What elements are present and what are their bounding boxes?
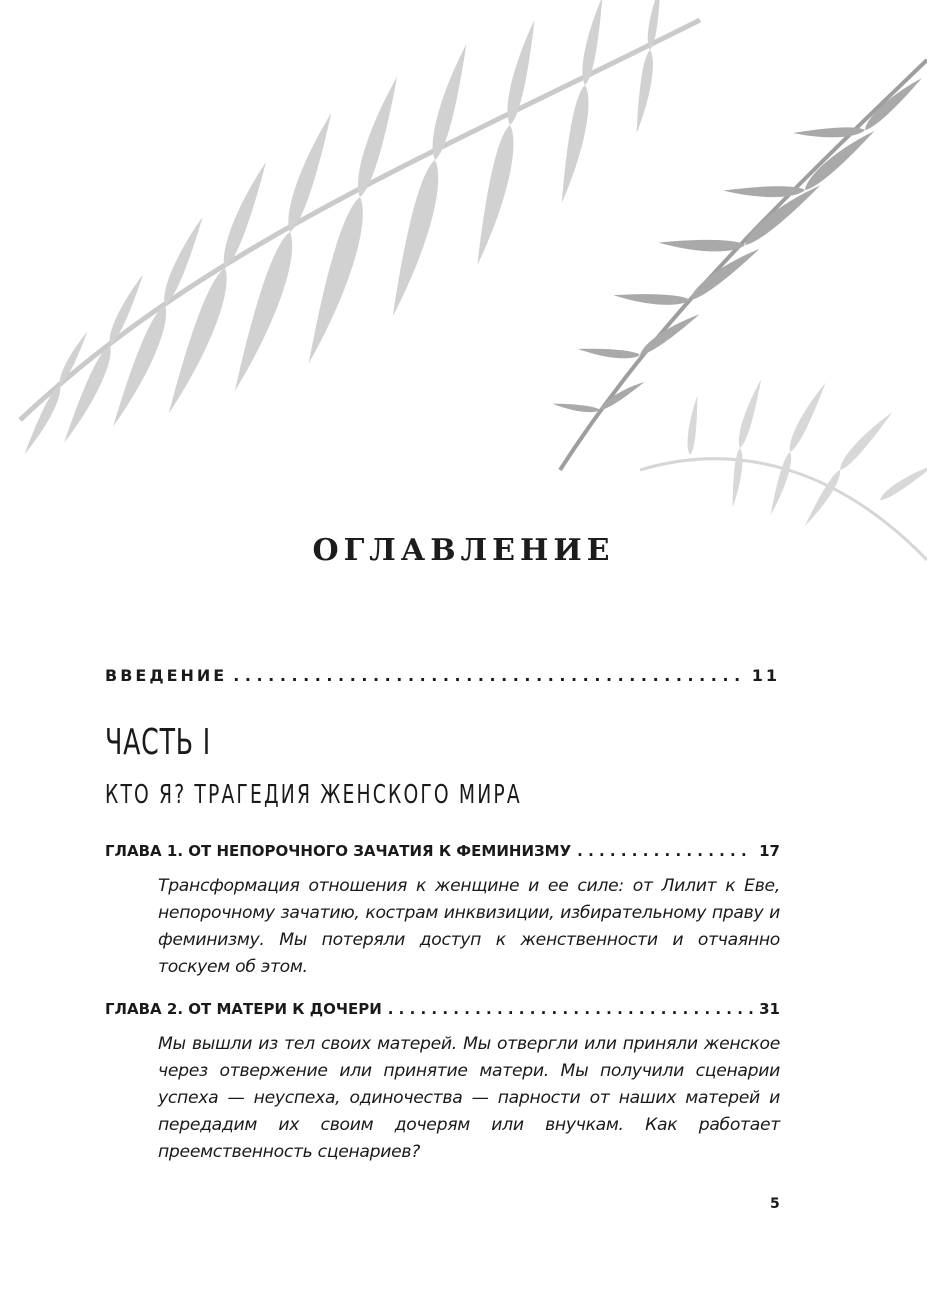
toc-entry-chapter-1[interactable] xyxy=(105,842,780,860)
chapter-1-description: Трансформация отношения к женщине и ее силе: от Лилит к Еве, непорочному зачатию, кострам инквизиции, избирательному праву и феминизму. Мы потеряли доступ к женственности и отчаянно тоскуем об этом. xyxy=(158,876,780,977)
chapter-2-description: Мы вышли из тел своих матерей. Мы отвергли или приняли женское через отвержение или принятие матери. Мы получили сценарии успеха — неуспеха, одиночества — парности от наших матерей и передадим их своим дочерям или внучкам. Как работает преемственность сценариев? xyxy=(158,1034,780,1162)
leader-dots xyxy=(577,842,753,860)
part-subtitle: КТО Я? ТРАГЕДИЯ ЖЕНСКОГО МИРА xyxy=(105,780,522,810)
fern-right-icon xyxy=(552,60,927,470)
toc-entry-label: ВВЕДЕНИЕ xyxy=(105,666,228,685)
toc-entry-chapter-2[interactable] xyxy=(105,1000,780,1018)
toc-entry-intro[interactable] xyxy=(105,666,780,685)
part-title: ЧАСТЬ I xyxy=(105,722,211,763)
leader-dots xyxy=(388,1000,753,1018)
page-number: 5 xyxy=(770,1196,780,1212)
toc-title: ОГЛАВЛЕНИЕ xyxy=(312,533,615,568)
toc-entry-label: ГЛАВА 2. ОТ МАТЕРИ К ДОЧЕРИ xyxy=(105,1000,382,1018)
toc-entry-label: ГЛАВА 1. ОТ НЕПОРОЧНОГО ЗАЧАТИЯ К ФЕМИНИЗМУ xyxy=(105,842,572,860)
toc-entry-page: 17 xyxy=(759,842,780,860)
leader-dots xyxy=(233,666,746,685)
fern-left-icon xyxy=(19,0,700,456)
toc-entry-page: 11 xyxy=(751,666,780,685)
toc-entry-page: 31 xyxy=(759,1000,780,1018)
